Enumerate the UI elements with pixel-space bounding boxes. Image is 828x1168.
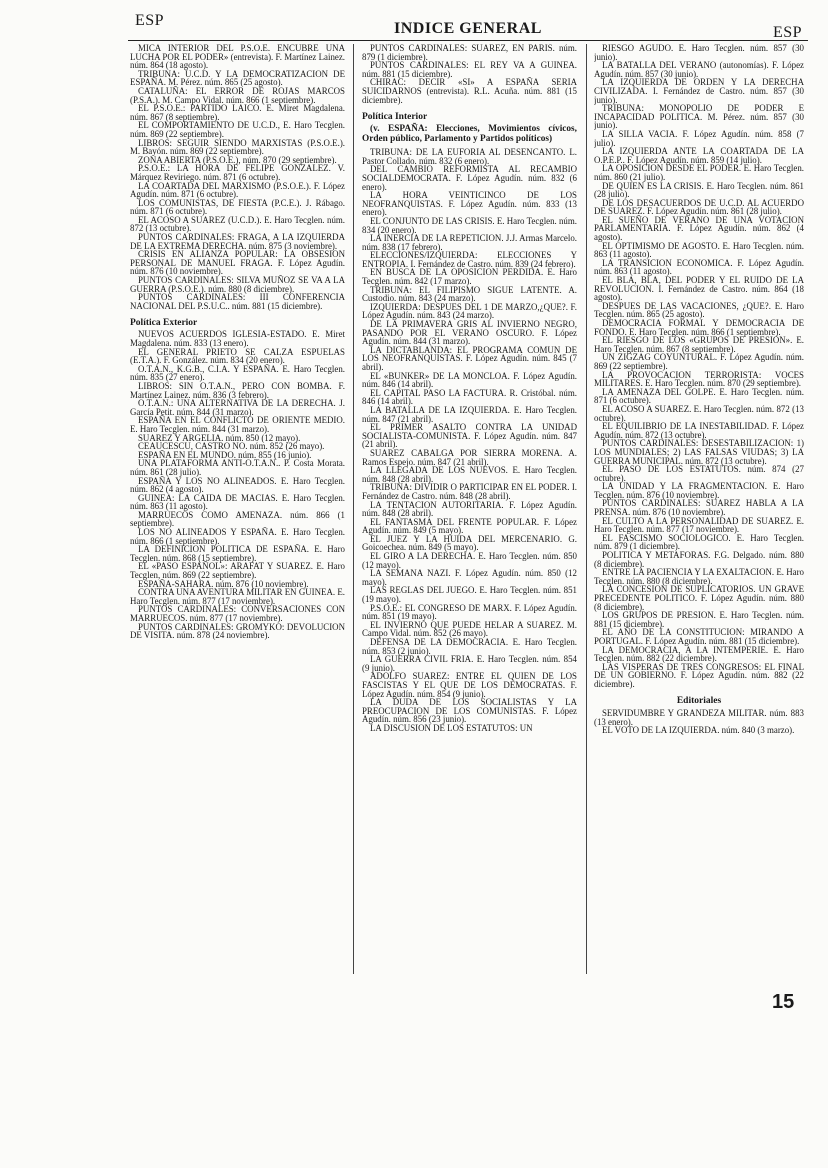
index-entry: O.T.A.N.: UNA ALTERNATIVA DE LA DERECHA. J. García Petit. núm. 844 (31 marzo).: [130, 398, 345, 417]
index-entry: PUNTOS CARDINALES: III CONFERENCIA NACIONAL DEL P.S.U.C.. núm. 881 (15 diciembre).: [130, 292, 345, 311]
index-entry: LA BATALLA DE LA IZQUIERDA. E. Haro Tecglen. núm. 847 (21 abril).: [362, 404, 577, 424]
index-entry: CRISIS EN ALIANZA POPULAR: LA OBSESION PERSONAL DE MANUEL FRAGA. F. López Agudín. núm. 876 (10 noviembre).: [130, 249, 345, 277]
section-title-editoriales: Editoriales: [676, 695, 722, 706]
index-entry: LA UNIDAD Y LA FRAGMENTACION. E. Haro Tecglen. núm. 876 (10 noviembre).: [594, 481, 804, 500]
index-entry: PUNTOS CARDINALES: SILVA MUÑOZ SE VA A LA GUERRA (P.S.O.E.). núm. 880 (8 diciembre).: [130, 275, 345, 294]
entry-list: [594, 709, 804, 735]
index-entry: EL PRIMER ASALTO CONTRA LA UNIDAD SOCIALISTA-COMUNISTA. F. López Agudín. núm. 847 (21 abril).: [362, 422, 577, 450]
index-entry: DESPUES DE LAS VACACIONES, ¿QUE?. E. Haro Tecglen. núm. 865 (25 agosto).: [594, 300, 804, 320]
index-entry: SUAREZ Y ARGELIA. núm. 850 (12 mayo).: [138, 432, 301, 443]
column-3: [594, 44, 804, 979]
index-entry: LA DEFINICION POLITICA DE ESPAÑA. E. Haro Tecglen. núm. 868 (15 septiembre).: [130, 544, 345, 563]
entry-list: [362, 148, 577, 732]
index-entry: EL CONJUNTO DE LAS CRISIS. E. Haro Tecglen. núm. 834 (20 enero).: [362, 215, 577, 235]
index-entry: DE LOS DESACUERDOS DE U.C.D. AL ACUERDO DE SUAREZ. F. López Agudín. núm. 861 (28 julio).: [594, 197, 804, 217]
index-entry: LA IZQUIERDA DE ORDEN Y LA DERECHA CIVILIZADA. I. Fernández de Castro. núm. 857 (30 junio).: [594, 77, 804, 105]
index-entry: LA DISCUSION DE LOS ESTATUTOS: UN: [370, 722, 533, 733]
index-entry: ESPAÑA Y LOS NO ALINEADOS. E. Haro Tecglen. núm. 862 (4 agosto).: [130, 475, 345, 495]
index-entry: DE LA PRIMAVERA GRIS AL INVIERNO NEGRO, PASANDO POR EL VERANO OSCURO. F. López Agudín. núm. 844 (31 marzo).: [362, 319, 577, 347]
index-entry: EL JUEZ Y LA HUIDA DEL MERCENARIO. G. Goicoechea. núm. 849 (5 mayo).: [362, 533, 577, 553]
index-entry: LIBROS: SEGUIR SIENDO MARXISTAS (P.S.O.E.). M. Bayón. núm. 869 (22 septiembre).: [130, 137, 345, 157]
header-rule: [128, 40, 808, 41]
index-entry: PUNTOS CARDINALES: EL REY VA A GUINEA. núm. 881 (15 diciembre).: [362, 60, 577, 79]
index-entry: TRIBUNA: DE LA EUFORIA AL DESENCANTO. L. Pastor Collado. núm. 832 (6 enero).: [362, 147, 577, 166]
header-left-code: ESP: [135, 12, 165, 29]
index-entry: ELECCIONES/IZQUIERDA: ELECCIONES Y ENTROPIA. I. Fernández de Castro. núm. 839 (24 febrero).: [362, 250, 577, 269]
index-entry: EL P.S.O.E.: PARTIDO LAICO. E. Miret Magdalena. núm. 867 (8 septiembre).: [130, 103, 345, 122]
index-entry: O.T.A.N., K.G.B., C.I.A. Y ESPAÑA. E. Haro Tecglen. núm. 835 (27 enero).: [130, 363, 345, 383]
column-divider: [353, 44, 354, 974]
index-entry: ESPAÑA-SAHARA. núm. 876 (10 noviembre).: [138, 578, 309, 589]
index-entry: PUNTOS CARDINALES: SUAREZ, EN PARIS. núm. 879 (1 diciembre).: [362, 44, 577, 62]
section-note: (v. ESPAÑA: Elecciones, Movimientos cívicos, Orden público, Parlamento y Partidos políticos): [362, 124, 577, 145]
index-entry: CONTRA UNA AVENTURA MILITAR EN GUINEA. E. Haro Tecglen. núm. 877 (17 noviembre).: [130, 587, 345, 606]
index-entry: LA SILLA VACIA. F. López Agudín. núm. 858 (7 julio).: [594, 128, 804, 148]
index-entry: LA OPOSICION DESDE EL PODER. E. Haro Tecglen. núm. 860 (21 julio).: [594, 163, 804, 182]
index-entry: DEFENSA DE LA DEMOCRACIA. E. Haro Tecglen. núm. 853 (2 junio).: [362, 637, 577, 656]
index-entry: LOS GRUPOS DE PRESION. E. Haro Tecglen. núm. 881 (15 diciembre).: [594, 610, 804, 629]
index-entry: LOS NO ALINEADOS Y ESPAÑA. E. Haro Tecglen. núm. 866 (1 septiembre).: [130, 527, 345, 546]
index-entry: NUEVOS ACUERDOS IGLESIA-ESTADO. E. Miret Magdalena. núm. 833 (13 enero).: [130, 329, 345, 348]
index-entry: EL GENERAL PRIETO SE CALZA ESPUELAS (E.T.A.). F. González. núm. 834 (20 enero).: [130, 346, 345, 366]
index-entry: LA DICTABLANDA: EL PROGRAMA COMUN DE LOS NEOFRANQUISTAS. F. López Agudín. núm. 845 (7 abril).: [362, 344, 577, 372]
index-entry: LAS VISPERAS DE TRES CONGRESOS: EL FINAL DE UN GOBIERNO. F. López Agudín. núm. 882 (22 diciembre).: [594, 661, 804, 689]
column-1: [130, 44, 345, 979]
column-divider: [586, 44, 587, 974]
index-entry: EL ACOSO A SUAREZ. E. Haro Tecglen. núm. 872 (13 octubre).: [594, 403, 804, 423]
index-entry: ESPAÑA EN EL MUNDO. núm. 855 (16 junio).: [138, 449, 312, 460]
index-entry: P.S.O.E.: LA HORA DE FELIPE GONZALEZ. V. Márquez Reviriego. núm. 871 (6 octubre).: [130, 163, 345, 182]
index-entry: DEMOCRACIA FORMAL Y DEMOCRACIA DE FONDO. E. Haro Tecglen. núm. 866 (1 septiembre).: [594, 318, 804, 337]
index-entry: IZQUIERDA: DESPUES DEL 1 DE MARZO,¿QUE?. F. López Agudín. núm. 843 (24 marzo).: [362, 301, 577, 321]
index-entry: SERVIDUMBRE Y GRANDEZA MILITAR. núm. 883 (13 enero).: [594, 708, 804, 727]
index-entry: EL BLA, BLA, DEL PODER Y EL RUIDO DE LA REVOLUCION. I. Fernández de Castro. núm. 864 (18 agosto).: [594, 275, 804, 303]
index-entry: EL ACOSO A SUAREZ (U.C.D.). E. Haro Tecglen. núm. 872 (13 octubre).: [130, 214, 345, 234]
index-entry: EL OPTIMISMO DE AGOSTO. E. Haro Tecglen. núm. 863 (11 agosto).: [594, 240, 804, 260]
index-entry: TRIBUNA: EL FILIPISMO SIGUE LATENTE. A. Custodio. núm. 843 (24 marzo).: [362, 284, 577, 304]
index-entry: LA DEMOCRACIA, A LA INTEMPERIE. E. Haro Tecglen. núm. 882 (22 diciembre).: [594, 644, 804, 664]
index-entry: EL PASO DE LOS ESTATUTOS. núm. 874 (27 octubre).: [594, 464, 804, 483]
column-2: [362, 44, 577, 979]
index-entry: PUNTOS CARDINALES: CONVERSACIONES CON MARRUECOS. núm. 877 (17 noviembre).: [130, 604, 345, 623]
entry-list: [130, 44, 345, 310]
index-entry: EL RIESGO DE LOS «GRUPOS DE PRESION». E. Haro Tecglen. núm. 867 (8 septiembre).: [594, 335, 804, 354]
index-entry: LA GUERRA CIVIL FRIA. E. Haro Tecglen. núm. 854 (9 junio).: [362, 654, 577, 673]
index-entry: TRIBUNA: MONOPOLIO DE PODER E INCAPACIDAD POLITICA. M. Pérez. núm. 857 (30 junio).: [594, 103, 804, 131]
index-entry: LA CONCESION DE SUPLICATORIOS. UN GRAVE PRECEDENTE POLITICO. F. López Agudín. núm. 880 (8 diciembre).: [594, 584, 804, 612]
section-title-politica-exterior: Política Exterior: [130, 318, 198, 329]
index-entry: EL CULTO A LA PERSONALIDAD DE SUAREZ. E. Haro Tecglen. núm. 877 (17 noviembre).: [594, 515, 804, 535]
entry-list: [362, 44, 577, 104]
page-number: 15: [772, 991, 795, 1013]
index-entry: LOS COMUNISTAS, DE FIESTA (P.C.E.). J. Rábago. núm. 871 (6 octubre).: [130, 197, 345, 217]
index-entry: LA SEMANA NAZI. F. López Agudín. núm. 850 (12 mayo).: [362, 568, 577, 587]
index-entry: LA LLEGADA DE LOS NUEVOS. E. Haro Tecglen. núm. 848 (28 abril).: [362, 465, 577, 484]
index-entry: PUNTOS CARDINALES: FRAGA, A LA IZQUIERDA DE LA EXTREMA DERECHA. núm. 875 (3 noviembre).: [130, 232, 345, 251]
index-entry: LA COARTADA DEL MARXISMO (P.S.O.E.). F. López Agudín. núm. 871 (6 octubre).: [130, 180, 345, 200]
index-entry: EL «BUNKER» DE LA MONCLOA. F. López Agudín. núm. 846 (14 abril).: [362, 370, 577, 390]
index-entry: EL INVIERNO QUE PUEDE HELAR A SUAREZ. M. Campo Vidal. núm. 852 (26 mayo).: [362, 619, 577, 639]
index-entry: DE QUIEN ES LA CRISIS. E. Haro Tecglen. núm. 861 (28 julio).: [594, 180, 804, 200]
index-entry: ESPAÑA EN EL CONFLICTO DE ORIENTE MEDIO. E. Haro Tecglen. núm. 844 (31 marzo).: [130, 415, 345, 434]
index-entry: MICA INTERIOR DEL P.S.O.E. ENCUBRE UNA LUCHA POR EL PODER» (entrevista). F. Martínez Lainez. núm. 864 (18 agosto).: [130, 44, 345, 71]
index-entry: LAS REGLAS DEL JUEGO. E. Haro Tecglen. núm. 851 (19 mayo).: [362, 585, 577, 605]
index-entry: LA IZQUIERDA ANTE LA COARTADA DE LA O.P.E.P.. F. López Agudín. núm. 859 (14 julio).: [594, 146, 804, 165]
section-title-politica-interior: Política Interior: [362, 112, 428, 123]
index-entry: PUNTOS CARDINALES: DESESTABILIZACION: 1) LOS MUNDIALES; 2) LAS FALSAS VIUDAS; 3) LA GUERRA MUNICIPAL. núm. 872 (13 octubre).: [594, 438, 804, 466]
index-entry: EL SUEÑO DE VERANO DE UNA VOTACION PARLAMENTARIA. F. López Agudín. núm. 862 (4 agosto).: [594, 214, 804, 243]
index-entry: CHIRAC: DECIR «SI» A ESPAÑA SERIA SUICIDARNOS (entrevista). R.L. Acuña. núm. 881 (15 diciembre).: [362, 77, 577, 105]
index-entry: P.S.O.E.: EL CONGRESO DE MARX. F. López Agudín. núm. 851 (19 mayo).: [362, 602, 577, 622]
index-entry: EN BUSCA DE LA OPOSICION PERDIDA. E. Haro Tecglen. núm. 842 (17 marzo).: [362, 267, 577, 287]
index-entry: ZONA ABIERTA (P.S.O.E.), núm. 870 (29 septiembre).: [138, 154, 337, 165]
index-entry: LIBROS: SIN O.T.A.N., PERO CON BOMBA. F. Martínez Lainez. núm. 836 (3 febrero).: [130, 380, 345, 400]
index-entry: EL «PASO ESPAÑOL»: ARAFAT Y SUAREZ. E. Haro Tecglen, núm. 869 (22 septiembre).: [130, 561, 345, 581]
index-entry: EL VOTO DE LA IZQUIERDA. núm. 840 (3 marzo).: [602, 725, 795, 736]
index-entry: LA PROVOCACION TERRORISTA: VOCES MILITARES. E. Haro Tecglen. núm. 870 (29 septiembre).: [594, 369, 804, 389]
header-right-code: ESP: [773, 24, 803, 41]
index-entry: LA BATALLA DEL VERANO (autonomías). F. López Agudín. núm. 857 (30 junio).: [594, 60, 804, 79]
index-entry: LA HORA VEINTICINCO DE LOS NEOFRANQUISTAS. F. López Agudín. núm. 833 (13 enero).: [362, 190, 577, 218]
index-entry: CATALUÑA: EL ERROR DE ROJAS MARCOS (P.S.A.). M. Campo Vidal. núm. 866 (1 septiembre).: [130, 85, 345, 105]
index-entry: LA INERCIA DE LA REPETICION. J.J. Armas Marcelo. núm. 838 (17 febrero).: [362, 233, 577, 252]
index-entry: LA TRANSICION ECONOMICA. F. López Agudín. núm. 863 (11 agosto).: [594, 257, 804, 277]
index-entry: RIESGO AGUDO. E. Haro Tecglen. núm. 857 (30 junio).: [594, 44, 804, 62]
index-entry: TRIBUNA: U.C.D. Y LA DEMOCRATIZACION DE ESPAÑA. M. Pérez. núm. 865 (25 agosto).: [130, 68, 345, 88]
entry-list: [130, 330, 345, 639]
index-entry: LA DUDA DE LOS SOCIALISTAS Y LA PREOCUPACION DE LOS COMUNISTAS. F. López Agudín. núm. 856 (23 junio).: [362, 697, 577, 725]
index-entry: ADOLFO SUAREZ: ENTRE EL QUIEN DE LOS FASCISTAS Y EL QUE DE LOS DEMOCRATAS. F. López Agudín. núm. 854 (9 junio).: [362, 671, 577, 699]
index-entry: EL COMPORTAMIENTO DE U.C.D., E. Haro Tecglen. núm. 869 (22 septiembre).: [130, 120, 345, 139]
index-entry: PUNTOS CARDINALES: SUAREZ HABLA A LA PRENSA. núm. 876 (10 noviembre).: [594, 498, 804, 518]
index-entry: UN ZIGZAG COYUNTURAL. F. López Agudín. núm. 869 (22 septiembre).: [594, 352, 804, 371]
index-entry: EL CAPITAL PASO LA FACTURA. R. Cristóbal. núm. 846 (14 abril).: [362, 387, 577, 407]
index-entry: POLITICA Y METAFORAS. F.G. Delgado. núm. 880 (8 diciembre).: [594, 550, 804, 569]
index-entry: LA TENTACION AUTORITARIA. F. López Agudín. núm. 848 (28 abril).: [362, 499, 577, 519]
index-entry: LA AMENAZA DEL GOLPE. E. Haro Tecglen. núm. 871 (6 octubre).: [594, 386, 804, 406]
index-entry: EL GIRO A LA DERECHA. E. Haro Tecglen. núm. 850 (12 mayo).: [362, 551, 577, 570]
index-entry: TRIBUNA: DIVIDIR O PARTICIPAR EN EL PODER. I. Fernández de Castro. núm. 848 (28 abril).: [362, 482, 577, 501]
entry-list: [594, 44, 804, 689]
index-entry: MARRUECOS COMO AMENAZA. núm. 866 (1 septiembre).: [130, 509, 345, 529]
index-entry: GUINEA: LA CAIDA DE MACIAS. E. Haro Tecglen. núm. 863 (11 agosto).: [130, 492, 345, 512]
index-entry: ENTRE LA PACIENCIA Y LA EXALTACION. E. Haro Tecglen. núm. 880 (8 diciembre).: [594, 567, 804, 586]
index-entry: UNA PLATAFORMA ANTI-O.T.A.N.. P. Costa Morata. núm. 861 (28 julio).: [130, 458, 345, 477]
index-entry: EL FASCISMO SOCIOLOGICO. E. Haro Tecglen. núm. 879 (1 diciembre).: [594, 532, 804, 552]
index-entry: EL AÑO DE LA CONSTITUCION: MIRANDO A PORTUGAL. F. López Agudín. núm. 881 (15 diciembre).: [594, 627, 804, 646]
index-entry: EL FANTASMA DEL FRENTE POPULAR. F. López Agudín. núm. 849 (5 mayo).: [362, 516, 577, 536]
page-title: INDICE GENERAL: [394, 20, 542, 37]
index-entry: DEL CAMBIO REFORMISTA AL RECAMBIO SOCIALDEMOCRATA. F. López Agudín. núm. 832 (6 enero).: [362, 164, 577, 192]
index-entry: SUAREZ CABALGA POR SIERRA MORENA. A. Ramos Espejo. núm. 847 (21 abril).: [362, 447, 577, 467]
index-entry: CEAUCESCU, CASTRO NO. núm. 852 (26 mayo).: [138, 441, 325, 452]
index-entry: PUNTOS CARDINALES: GROMYKO: DEVOLUCION DE VISITA. núm. 878 (24 noviembre).: [130, 621, 345, 641]
index-entry: EL EQUILIBRIO DE LA INESTABILIDAD. F. López Agudín. núm. 872 (13 octubre).: [594, 421, 804, 440]
